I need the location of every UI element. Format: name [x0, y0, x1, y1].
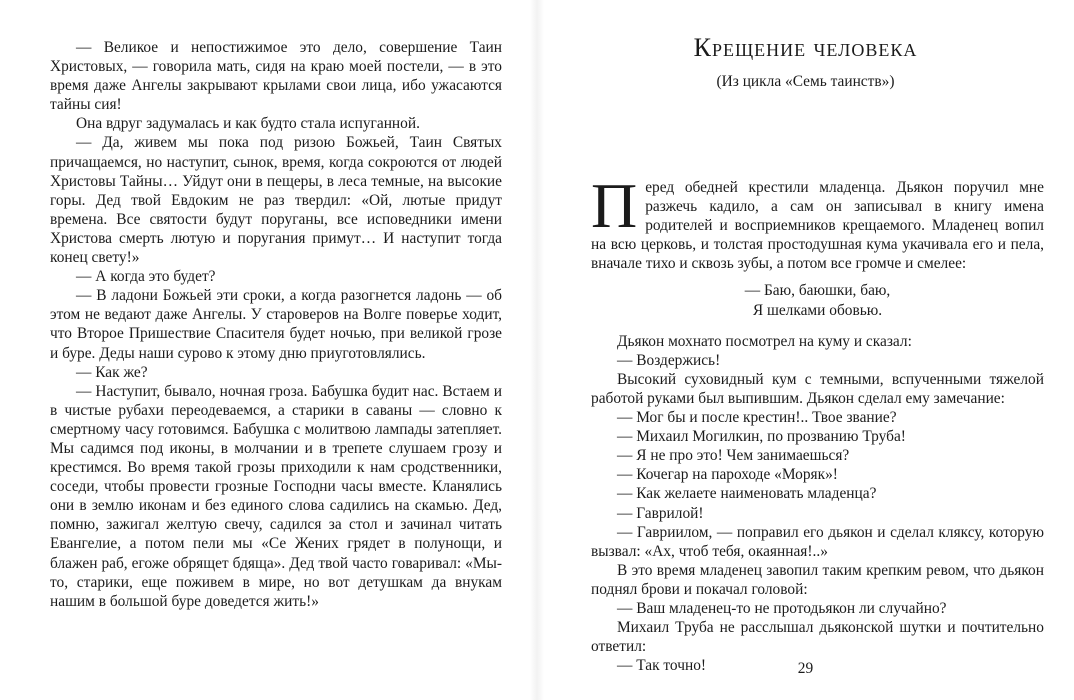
- paragraph: — Воздержись!: [617, 351, 721, 369]
- right-page: [537, 0, 1074, 700]
- paragraph: — Мог бы и после крестин!.. Твое звание?: [617, 409, 897, 427]
- first-paragraph: [591, 170, 1044, 273]
- chapter-subtitle: (Из цикла «Семь таинств»): [716, 73, 895, 90]
- paragraph: — Наступит, бывало, ночная гроза. Бабушка будит нас. Встаем и в чистые рубахи переодеваемся, а старики в саваны — словно к смертному часу готовимся. Бабушка с молитвою лампады затепляет. Мы садимся под иконы, в молчании и в трепете слушаем грозу и крестимся. Во время такой грозы приходили к нам сродственники, соседи, чтобы провести грозные Господни часы вместе. Кланялись они в землю иконам и без единого слова садились на скамью. Дед, помню, зажигал желтую свечу, садился за стол и зачинал читать Евангелие, а потом пели мы «Се Жених грядет в полунощи, и блажен раб, егоже обрящет бдяща». Дед твой часто говаривал: «Мы-то, старики, еще поживем в мире, но вот детушкам да внукам нашим в большой буре доведется жить!»: [50, 382, 502, 610]
- paragraph: — Да, живем мы пока под ризою Божьей, Таин Святых причащаемся, но наступит, сынок, время, когда сокроются от людей Христовы Тайны… Уйдут они в пещеры, в леса темные, на высокие горы. Дед твой Евдоким не раз твердил: «Ой, лютые придут времена. Все святости будут поруганы, все исповедники имени Христова смерть лютую и поругания примут… И наступит тогда конец свету!»: [50, 134, 502, 267]
- paragraph: — Как же?: [76, 363, 148, 381]
- page-number: 29: [797, 660, 814, 677]
- paragraph: — Кочегар на пароходе «Моряк»!: [617, 466, 838, 484]
- paragraph: — Гавриилом, — поправил его дьякон и сделал кляксу, которую вызвал: «Ах, чтоб тебя, окаянная!..»: [591, 523, 1044, 560]
- paragraph: — Гаврилой!: [617, 504, 704, 522]
- right-page-text: [591, 170, 1044, 675]
- lullaby-verse: [591, 281, 1044, 319]
- paragraph: Она вдруг задумалась и как будто стала испуганной.: [76, 115, 420, 133]
- paragraph: — А когда это будет?: [76, 268, 216, 286]
- paragraph: Высокий суховидный кум с темными, вспученными тяжелой работой руками был выпившим. Дьякон сделал ему замечание:: [591, 370, 1044, 407]
- verse-line: Я шелками обовью.: [752, 301, 883, 319]
- paragraph: — Я не про это! Чем занимаешься?: [617, 447, 850, 465]
- paragraph: — Как желаете наименовать младенца?: [617, 485, 877, 503]
- paragraph: — Так точно!: [617, 657, 707, 675]
- paragraph: — В ладони Божьей эти сроки, а когда разогнется ладонь — об этом не ведают даже Ангелы. У староверов на Волге поверье ходит, что Второе Пришествие Спасителя будет ночью, при великой грозе и буре. Деды наши сурово к этому дню приуготовлялись.: [50, 287, 502, 362]
- paragraph: — Михаил Могилкин, по прозванию Труба!: [617, 428, 906, 446]
- drop-cap: П: [591, 170, 638, 241]
- paragraph: — Великое и непостижимое это дело, совершение Таин Христовых, — говорила мать, сидя на краю моей постели, — в это время даже Ангелы закрывают крылами свои лица, ибо ужасаются тайны сия!: [50, 39, 502, 114]
- paragraph: — Ваш младенец-то не протодьякон ли случайно?: [617, 599, 947, 617]
- paragraph: Михаил Труба не расслышал дьяконской шутки и почтительно ответил:: [591, 619, 1044, 656]
- first-paragraph-text: еред обедней крестили младенца. Дьякон поручил мне разжечь кадило, а сам он записывал в книгу имена родителей и восприемников крещаемого. Младенец вопил на всю церковь, и толстая простодушная кума укачивала его и пела, вначале тихо и сквозь зубы, а потом все громче и смелее:: [591, 179, 1044, 273]
- paragraph: Дьякон мохнато посмотрел на куму и сказал:: [617, 332, 912, 350]
- paragraph: В это время младенец завопил таким крепким ревом, что дьякон поднял брови и покачал головой:: [591, 561, 1044, 598]
- verse-line: — Баю, баюшки, баю,: [744, 282, 891, 300]
- chapter-title: Крещение человека: [693, 33, 918, 62]
- left-page-text: [50, 38, 502, 611]
